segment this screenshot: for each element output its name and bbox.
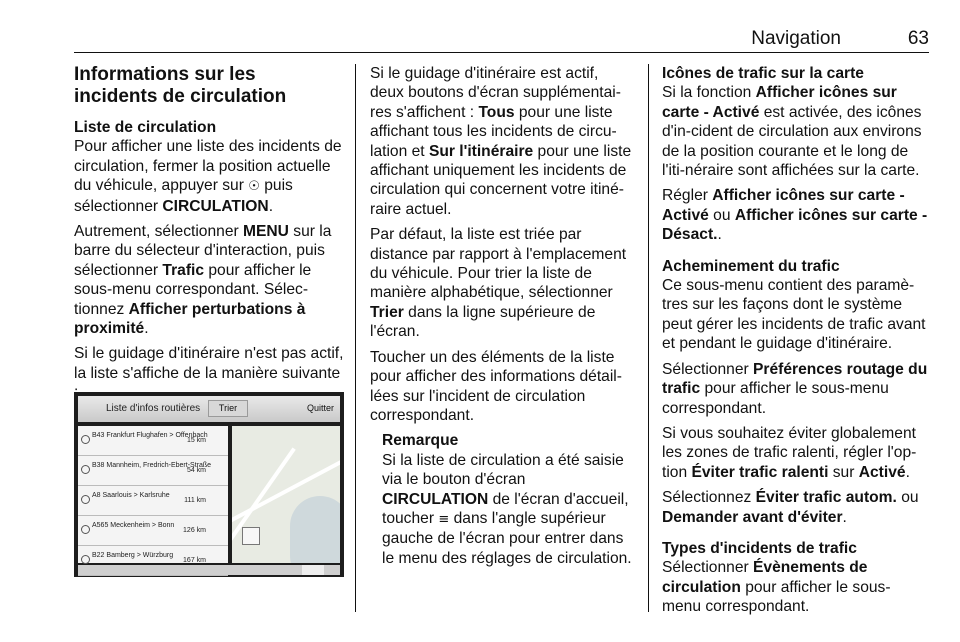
list-item bbox=[78, 426, 228, 456]
text: . bbox=[842, 508, 847, 526]
text: Sélectionnez bbox=[662, 489, 756, 507]
bold-term: Demander avant d'éviter bbox=[662, 508, 843, 526]
bold-term: MENU bbox=[243, 223, 289, 241]
paragraph: Toucher un des éléments de la liste pour afficher des informations détail-lées sur l'incident de circulation correspondant. bbox=[370, 348, 622, 424]
text: sur la barre du sélecteur d'interaction, puis sélectionner bbox=[74, 223, 332, 279]
column-2 bbox=[370, 64, 634, 574]
text: Si la liste de circulation a été saisie via le bouton d'écran bbox=[382, 451, 624, 489]
note-block bbox=[370, 431, 634, 568]
bold-term: Trafic bbox=[162, 261, 205, 279]
paragraph bbox=[74, 222, 344, 338]
paragraph bbox=[662, 424, 928, 482]
text: puis sélectionner bbox=[74, 177, 293, 215]
screenshot-title: Liste d'infos routières bbox=[106, 403, 201, 414]
text: Sélectionner bbox=[662, 360, 754, 378]
incident-icon bbox=[81, 495, 90, 504]
text: pour afficher le sous-menu correspondant. bbox=[662, 380, 889, 417]
subheading-routing: Acheminement du trafic bbox=[662, 257, 840, 275]
subheading-map-icons: Icônes de trafic sur la carte bbox=[662, 65, 864, 82]
column-divider bbox=[648, 64, 649, 612]
paragraph bbox=[662, 558, 928, 616]
list-item bbox=[78, 516, 228, 546]
paragraph bbox=[74, 137, 344, 216]
text: est activée, des icônes d'in-cident de circulation aux environs de la position courante et le long de l'iti-néraire sont affichées sur la carte. bbox=[662, 103, 922, 180]
text: pour une liste affichant tous les incidents de circu-lation et bbox=[370, 103, 617, 160]
main-heading: Informations sur les incidents de circulation bbox=[74, 64, 287, 107]
column-1 bbox=[74, 64, 344, 409]
incident-icon bbox=[81, 555, 90, 564]
route: B22 Bamberg > Würzburg bbox=[92, 552, 174, 559]
paragraph bbox=[662, 488, 928, 527]
text: Si le guidage d'itinéraire est actif, deux boutons d'écran supplémentai-res s'affichent : bbox=[370, 65, 621, 121]
paragraph bbox=[662, 360, 928, 418]
text: de l'écran d'accueil, toucher bbox=[382, 490, 629, 527]
bold-term: Trier bbox=[370, 303, 404, 321]
map-view bbox=[232, 426, 340, 563]
menu-icon: ≡ bbox=[438, 511, 450, 527]
page-number: 63 bbox=[907, 28, 929, 49]
route: A8 Saarlouis > Karlsruhe bbox=[92, 492, 170, 499]
chevron-up-icon bbox=[302, 565, 324, 575]
text: Si la fonction bbox=[662, 84, 756, 102]
sort-button: Trier bbox=[208, 400, 248, 417]
distance: 15 km bbox=[186, 437, 206, 444]
route: B38 Mannheim, Fredrich-Ebert-Straße bbox=[92, 462, 212, 469]
text: dans l'angle supérieur gauche de l'écran pour entrer dans le menu des réglages de circulation. bbox=[382, 509, 632, 567]
bottom-bar bbox=[78, 565, 340, 575]
text: Sélectionner bbox=[662, 559, 754, 577]
incident-icon bbox=[81, 465, 90, 474]
paragraph bbox=[662, 186, 928, 244]
screenshot-title-bar bbox=[78, 396, 340, 422]
paragraph bbox=[662, 83, 928, 180]
subheading-traffic-list: Liste de circulation bbox=[74, 119, 217, 136]
section-title: Navigation bbox=[751, 28, 841, 49]
bold-term: Évènements de circulation bbox=[662, 559, 868, 596]
note-text bbox=[382, 451, 634, 568]
text: Pour afficher une liste des incidents de circulation, fermer la position actuelle du véhicule, appuyer sur bbox=[74, 138, 342, 195]
incident-list bbox=[78, 426, 228, 563]
bold-term: Afficher icônes sur carte - Désact. bbox=[662, 206, 928, 244]
page-header bbox=[74, 26, 929, 60]
distance: 111 km bbox=[184, 497, 206, 504]
bold-term: CIRCULATION bbox=[382, 490, 489, 508]
bold-term: Préférences routage du trafic bbox=[662, 360, 928, 398]
header-rule bbox=[74, 52, 929, 53]
text: ou bbox=[896, 489, 919, 507]
distance: 54 km bbox=[186, 467, 206, 474]
bold-term: Afficher icônes sur carte - Activé bbox=[662, 84, 897, 121]
text: Si vous souhaitez éviter globalement les zones de trafic ralenti, régler l'op-tion bbox=[662, 424, 917, 481]
text: dans la ligne supérieure de l'écran. bbox=[370, 303, 596, 341]
note-title: Remarque bbox=[382, 432, 459, 450]
route: A565 Meckenheim > Bonn bbox=[92, 522, 175, 529]
paragraph bbox=[370, 64, 634, 219]
bold-term: Afficher perturbations à proximité bbox=[74, 300, 306, 338]
bold-term: Sur l'itinéraire bbox=[428, 142, 534, 160]
bold-term: CIRCULATION bbox=[162, 197, 269, 215]
text: Par défaut, la liste est triée par distance par rapport à l'emplacement du véhicule. Pour trier la liste de manière alphabétique, sélectionner bbox=[370, 226, 627, 302]
bold-term: Activé bbox=[858, 463, 906, 481]
bold-term: Afficher icônes sur carte - Activé bbox=[662, 187, 905, 224]
column-3 bbox=[662, 64, 928, 623]
column-divider bbox=[355, 64, 356, 612]
distance: 126 km bbox=[183, 527, 206, 534]
road bbox=[232, 448, 296, 563]
paragraph: Si le guidage d'itinéraire n'est pas actif, la liste s'affiche de la manière suivante bbox=[74, 345, 344, 382]
list-item bbox=[78, 486, 228, 516]
text: . bbox=[717, 226, 722, 244]
paragraph bbox=[370, 225, 634, 341]
text: pour afficher le sous-menu correspondant. Sélec-tionnez bbox=[74, 261, 312, 318]
bold-term: Éviter trafic ralenti bbox=[691, 463, 829, 481]
bold-term: Tous bbox=[478, 103, 515, 121]
text: . bbox=[905, 463, 910, 481]
route: B43 Frankfurt Flughafen > Offenbach bbox=[92, 432, 208, 439]
incident-icon bbox=[81, 525, 90, 534]
quit-button: Quitter bbox=[306, 403, 334, 413]
recenter-icon bbox=[242, 527, 260, 545]
text: ou bbox=[708, 206, 735, 224]
bold-term: Éviter trafic autom. bbox=[755, 489, 897, 507]
paragraph: Ce sous-menu contient des paramè-tres sur les façons dont le système peut gérer les incidents de trafic avant et pendant le guidage d'itinéraire. bbox=[662, 277, 926, 353]
incident-icon bbox=[81, 435, 90, 444]
water-area bbox=[290, 496, 340, 563]
text: sur bbox=[828, 463, 859, 481]
text: pour afficher le sous-menu correspondant. bbox=[662, 578, 891, 616]
text: Autrement, sélectionner bbox=[74, 223, 244, 241]
text: pour une liste affichant uniquement les incidents de circulation qui concernent votre itiné-raire actuel. bbox=[370, 142, 632, 218]
subheading-incident-types: Types d'incidents de trafic bbox=[662, 539, 857, 557]
distance: 167 km bbox=[183, 557, 206, 564]
position-icon: ☉ bbox=[248, 179, 260, 195]
text: . bbox=[144, 320, 149, 338]
text: . bbox=[268, 197, 274, 215]
list-item bbox=[78, 456, 228, 486]
text: Régler bbox=[662, 187, 713, 205]
traffic-list-screenshot bbox=[74, 392, 344, 577]
